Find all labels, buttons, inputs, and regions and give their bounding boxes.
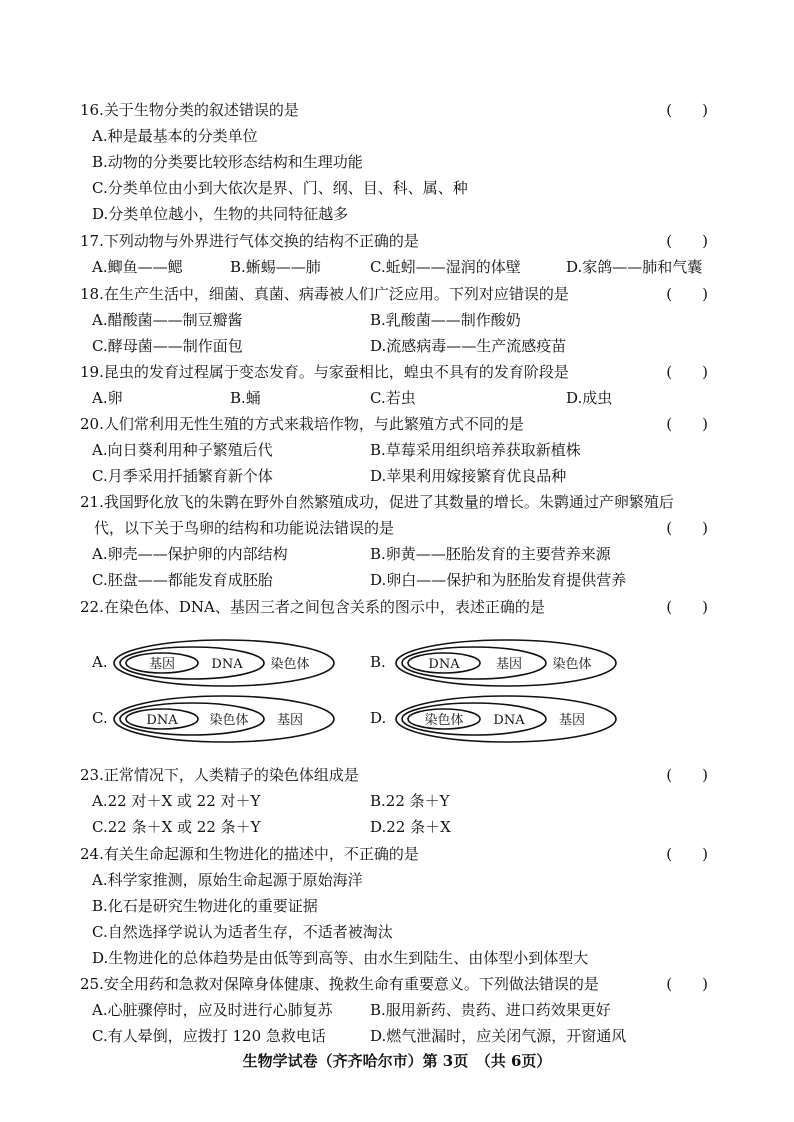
page-footer: 生物学试卷（齐齐哈尔市）第 3页 （共 6页） — [242, 1052, 552, 1070]
answer-bracket: ( ) — [666, 766, 708, 784]
question-24 — [80, 841, 720, 971]
option-c: C.自然选择学说认为适者生存，不适者被淘汰 — [92, 923, 393, 941]
inner-label: DNA — [146, 713, 178, 728]
inner-label: 染色体 — [424, 713, 464, 728]
option-b: B.乳酸菌——制作酸奶 — [370, 311, 521, 329]
option-c: C.酵母菌——制作面包 — [92, 337, 243, 355]
option-a: A.鲫鱼——鳃 — [92, 258, 183, 276]
answer-bracket: ( ) — [666, 363, 708, 381]
diagram-a-letter: A. — [92, 653, 108, 671]
question-stem-continued: 代，以下关于鸟卵的结构和功能说法错误的是 — [94, 519, 395, 537]
answer-bracket: ( ) — [666, 232, 708, 250]
inner-label: DNA — [428, 657, 460, 672]
answer-bracket: ( ) — [666, 415, 708, 433]
question-21 — [80, 489, 720, 593]
question-stem: 17.下列动物与外界进行气体交换的结构不正确的是 — [80, 232, 419, 250]
middle-label: 基因 — [495, 657, 523, 672]
option-a: A.醋酸菌——制豆瓣酱 — [92, 311, 243, 329]
question-stem: 19.昆虫的发育过程属于变态发育。与家蚕相比，蝗虫不具有的发育阶段是 — [80, 363, 569, 381]
option-a: A.卵 — [92, 389, 123, 407]
question-19 — [80, 359, 720, 411]
option-a: A.向日葵利用种子繁殖后代 — [92, 441, 273, 459]
option-a: A.22 对＋X 或 22 对＋Y — [92, 792, 261, 810]
option-b: B.蜥蜴——肺 — [230, 258, 321, 276]
option-b: B.草莓采用组织培养获取新植株 — [370, 441, 581, 459]
option-d: D.生物进化的总体趋势是由低等到高等、由水生到陆生、由体型小到体型大 — [92, 949, 589, 967]
question-stem: 23.正常情况下，人类精子的染色体组成是 — [80, 766, 359, 784]
question-17 — [80, 228, 720, 280]
middle-ellipse — [402, 647, 546, 679]
option-d: D.家鸽——肺和气囊 — [566, 258, 703, 276]
question-stem: 25.安全用药和急救对保障身体健康、挽救生命有重要意义。下列做法错误的是 — [80, 975, 599, 993]
question-25 — [80, 971, 720, 1049]
question-20 — [80, 411, 720, 489]
option-a: A.卵壳——保护卵的内部结构 — [92, 545, 288, 563]
option-d: D.卵白——保护和为胚胎发育提供营养 — [370, 571, 627, 589]
diagram-a — [112, 638, 336, 688]
option-d: D.22 条＋X — [370, 818, 451, 836]
option-a: A.心脏骤停时，应及时进行心肺复苏 — [92, 1001, 333, 1019]
outer-label: 基因 — [558, 713, 586, 728]
option-b: B.22 条＋Y — [370, 792, 450, 810]
answer-bracket: ( ) — [666, 975, 708, 993]
option-d: D.成虫 — [566, 389, 613, 407]
diagram-b — [394, 638, 618, 688]
question-stem: 18.在生产生活中，细菌、真菌、病毒被人们广泛应用。下列对应错误的是 — [80, 285, 569, 303]
diagram-c — [112, 694, 336, 744]
outer-label: 基因 — [276, 713, 304, 728]
middle-label: 染色体 — [209, 713, 249, 728]
option-b: B.蛹 — [230, 389, 261, 407]
option-b: B.动物的分类要比较形态结构和生理功能 — [92, 153, 363, 171]
question-stem: 16.关于生物分类的叙述错误的是 — [80, 101, 299, 119]
outer-label: 染色体 — [552, 657, 592, 672]
answer-bracket: ( ) — [666, 598, 708, 616]
diagram-b-letter: B. — [370, 653, 386, 671]
option-b: B.服用新药、贵药、进口药效果更好 — [370, 1001, 611, 1019]
question-18 — [80, 281, 720, 359]
option-a: A.种是最基本的分类单位 — [92, 127, 258, 145]
option-c: C.分类单位由小到大依次是界、门、纲、目、科、属、种 — [92, 179, 468, 197]
option-b: B.化石是研究生物进化的重要证据 — [92, 897, 318, 915]
middle-label: DNA — [211, 657, 243, 672]
question-stem: 22.在染色体、DNA、基因三者之间包含关系的图示中，表述正确的是 — [80, 598, 545, 616]
option-a: A.科学家推测，原始生命起源于原始海洋 — [92, 871, 363, 889]
option-c: C.月季采用扦插繁育新个体 — [92, 467, 273, 485]
diagram-c-letter: C. — [92, 709, 108, 727]
option-d: D.燃气泄漏时，应关闭气源，开窗通风 — [370, 1027, 627, 1045]
diagram-d — [394, 694, 618, 744]
question-16 — [80, 97, 720, 227]
option-d: D.苹果利用嫁接繁育优良品种 — [370, 467, 567, 485]
option-d: D.流感病毒——生产流感疫苗 — [370, 337, 567, 355]
answer-bracket: ( ) — [666, 285, 708, 303]
question-stem: 21.我国野化放飞的朱鹮在野外自然繁殖成功，促进了其数量的增长。朱鹮通过产卵繁殖后 — [80, 493, 674, 511]
option-d: D.分类单位越小，生物的共同特征越多 — [92, 205, 349, 223]
question-23 — [80, 762, 720, 840]
option-c: C.蚯蚓——湿润的体壁 — [370, 258, 521, 276]
option-c: C.有人晕倒，应拨打 120 急救电话 — [92, 1027, 326, 1045]
answer-bracket: ( ) — [666, 519, 708, 537]
inner-label: 基因 — [148, 657, 176, 672]
option-c: C.22 条＋X 或 22 条＋Y — [92, 818, 261, 836]
answer-bracket: ( ) — [666, 101, 708, 119]
question-stem: 20.人们常利用无性生殖的方式来栽培作物，与此繁殖方式不同的是 — [80, 415, 524, 433]
option-b: B.卵黄——胚胎发育的主要营养来源 — [370, 545, 611, 563]
option-c: C.胚盘——都能发育成胚胎 — [92, 571, 273, 589]
middle-label: DNA — [493, 713, 525, 728]
question-stem: 24.有关生命起源和生物进化的描述中，不正确的是 — [80, 845, 419, 863]
question-22 — [80, 594, 720, 620]
option-c: C.若虫 — [370, 389, 416, 407]
outer-label: 染色体 — [270, 657, 310, 672]
answer-bracket: ( ) — [666, 845, 708, 863]
diagram-d-letter: D. — [370, 709, 387, 727]
